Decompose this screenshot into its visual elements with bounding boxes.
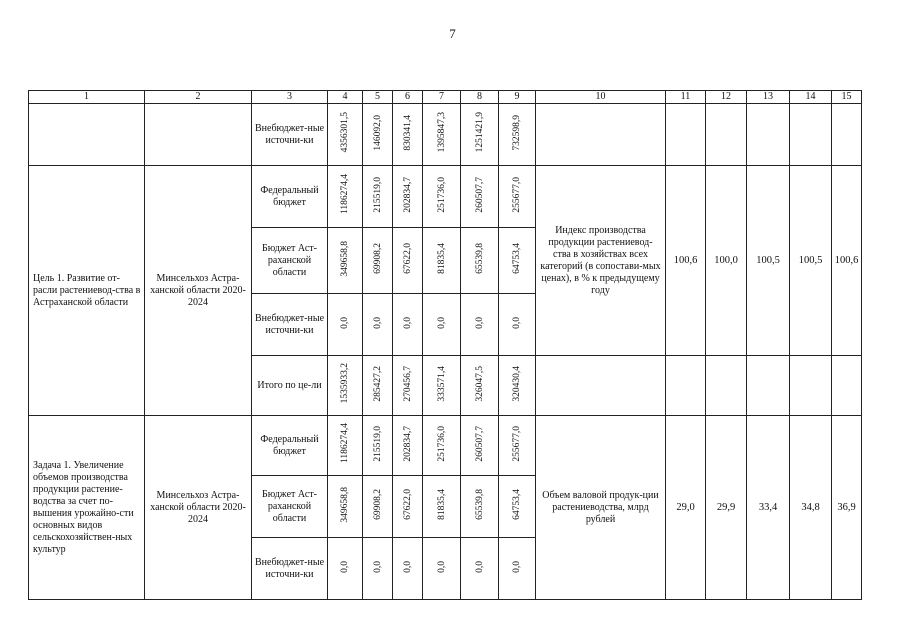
table-row xyxy=(29,104,862,166)
column-number: 3 xyxy=(252,91,328,104)
amount-cell: 260507,7 xyxy=(474,176,485,213)
column-number: 13 xyxy=(747,91,790,104)
amount-cell: 333571,4 xyxy=(436,365,447,402)
amount-cell: 65539,8 xyxy=(474,243,485,274)
amount-cell: 215519,0 xyxy=(372,425,383,462)
indicator-value: 100,5 xyxy=(747,166,790,356)
amount-cell: 0,0 xyxy=(340,560,350,573)
empty-cell xyxy=(666,356,706,416)
column-number: 8 xyxy=(461,91,499,104)
amount-cell: 260507,7 xyxy=(474,425,485,462)
empty-cell xyxy=(29,104,145,166)
goal-indicator: Индекс производства продукции растениевод-ства в хозяйствах всех категорий (в сопостави-мых ценах), в % к предыдущему году xyxy=(536,166,666,356)
program-table xyxy=(28,90,862,600)
column-number: 6 xyxy=(393,91,423,104)
indicator-value: 100,6 xyxy=(832,166,862,356)
indicator-value: 100,5 xyxy=(790,166,832,356)
amount-cell: 4356301,5 xyxy=(340,112,350,153)
indicator-value: 29,0 xyxy=(666,416,706,600)
amount-cell: 270456,7 xyxy=(402,365,413,402)
amount-cell: 146092,0 xyxy=(372,114,383,151)
amount-cell: 1251421,9 xyxy=(474,112,485,153)
amount-cell: 1395847,3 xyxy=(436,112,447,153)
amount-cell: 67622,0 xyxy=(402,489,413,520)
task-name: Задача 1. Увеличение объемов производства продукции растение-водства за счет по-вышения урожайно-сти основных видов сельскохозяйствен-ных культур xyxy=(29,416,145,600)
amount-cell: 251736,0 xyxy=(436,425,447,462)
funding-source: Федеральный бюджет xyxy=(252,166,328,228)
column-number: 4 xyxy=(328,91,363,104)
column-number: 11 xyxy=(666,91,706,104)
empty-cell xyxy=(747,104,790,166)
amount-cell: 0,0 xyxy=(436,316,447,329)
column-number: 7 xyxy=(423,91,461,104)
column-number-row xyxy=(29,91,862,104)
amount-cell: 0,0 xyxy=(402,560,413,573)
indicator-value: 100,6 xyxy=(666,166,706,356)
funding-source: Федеральный бюджет xyxy=(252,416,328,476)
amount-cell: 69908,2 xyxy=(372,489,383,520)
amount-cell: 69908,2 xyxy=(372,243,383,274)
empty-cell xyxy=(666,104,706,166)
empty-cell xyxy=(747,356,790,416)
amount-cell: 255677,0 xyxy=(512,425,522,462)
empty-cell xyxy=(706,356,747,416)
indicator-value: 34,8 xyxy=(790,416,832,600)
amount-cell: 202834,7 xyxy=(402,425,413,462)
funding-source: Итого по це-ли xyxy=(252,356,328,416)
amount-cell: 0,0 xyxy=(512,316,522,329)
column-number: 14 xyxy=(790,91,832,104)
amount-cell: 65539,8 xyxy=(474,489,485,520)
empty-cell xyxy=(832,104,862,166)
amount-cell: 251736,0 xyxy=(436,176,447,213)
indicator-value: 100,0 xyxy=(706,166,747,356)
empty-cell xyxy=(832,356,862,416)
amount-cell: 320430,4 xyxy=(512,365,522,402)
amount-cell: 1186274,4 xyxy=(340,423,350,464)
task-indicator: Объем валовой продук-ции растениеводства, млрд рублей xyxy=(536,416,666,600)
task-executor: Минсельхоз Астра-ханской области 2020-2024 xyxy=(145,416,252,600)
empty-cell xyxy=(145,104,252,166)
amount-cell: 0,0 xyxy=(372,316,383,329)
amount-cell: 0,0 xyxy=(340,316,350,329)
amount-cell: 1186274,4 xyxy=(340,174,350,215)
amount-cell: 255677,0 xyxy=(512,176,522,213)
funding-source: Внебюджет-ные источни-ки xyxy=(252,294,328,356)
funding-source: Внебюджет-ные источни-ки xyxy=(252,538,328,600)
empty-cell xyxy=(536,104,666,166)
column-number: 9 xyxy=(499,91,536,104)
indicator-value: 29,9 xyxy=(706,416,747,600)
funding-source: Бюджет Аст-раханской области xyxy=(252,228,328,294)
amount-cell: 0,0 xyxy=(474,560,485,573)
amount-cell: 326047,5 xyxy=(474,365,485,402)
amount-cell: 64753,4 xyxy=(512,243,522,274)
amount-cell: 0,0 xyxy=(474,316,485,329)
funding-source: Внебюджет-ные источни-ки xyxy=(252,104,328,166)
table-row xyxy=(29,416,862,476)
amount-cell: 0,0 xyxy=(372,560,383,573)
indicator-value: 33,4 xyxy=(747,416,790,600)
empty-cell xyxy=(706,104,747,166)
page-number: 7 xyxy=(449,26,456,41)
amount-cell: 64753,4 xyxy=(512,489,522,520)
funding-source: Бюджет Аст-раханской области xyxy=(252,476,328,538)
empty-cell xyxy=(790,104,832,166)
empty-cell xyxy=(790,356,832,416)
amount-cell: 1535933,2 xyxy=(340,363,350,404)
column-number: 2 xyxy=(145,91,252,104)
amount-cell: 285427,2 xyxy=(372,365,383,402)
amount-cell: 67622,0 xyxy=(402,243,413,274)
empty-cell xyxy=(536,356,666,416)
column-number: 5 xyxy=(363,91,393,104)
goal-name: Цель 1. Развитие от-расли растениевод-ства в Астраханской области xyxy=(29,166,145,416)
amount-cell: 81835,4 xyxy=(436,243,447,274)
amount-cell: 0,0 xyxy=(402,316,413,329)
column-number: 15 xyxy=(832,91,862,104)
column-number: 10 xyxy=(536,91,666,104)
amount-cell: 349658,8 xyxy=(340,486,350,523)
column-number: 1 xyxy=(29,91,145,104)
column-number: 12 xyxy=(706,91,747,104)
amount-cell: 215519,0 xyxy=(372,176,383,213)
amount-cell: 732598,9 xyxy=(512,114,522,151)
goal-executor: Минсельхоз Астра-ханской области 2020-2024 xyxy=(145,166,252,416)
amount-cell: 0,0 xyxy=(436,560,447,573)
indicator-value: 36,9 xyxy=(832,416,862,600)
amount-cell: 830341,4 xyxy=(402,114,413,151)
amount-cell: 349658,8 xyxy=(340,240,350,277)
amount-cell: 81835,4 xyxy=(436,489,447,520)
amount-cell: 0,0 xyxy=(512,560,522,573)
table-row xyxy=(29,166,862,228)
amount-cell: 202834,7 xyxy=(402,176,413,213)
